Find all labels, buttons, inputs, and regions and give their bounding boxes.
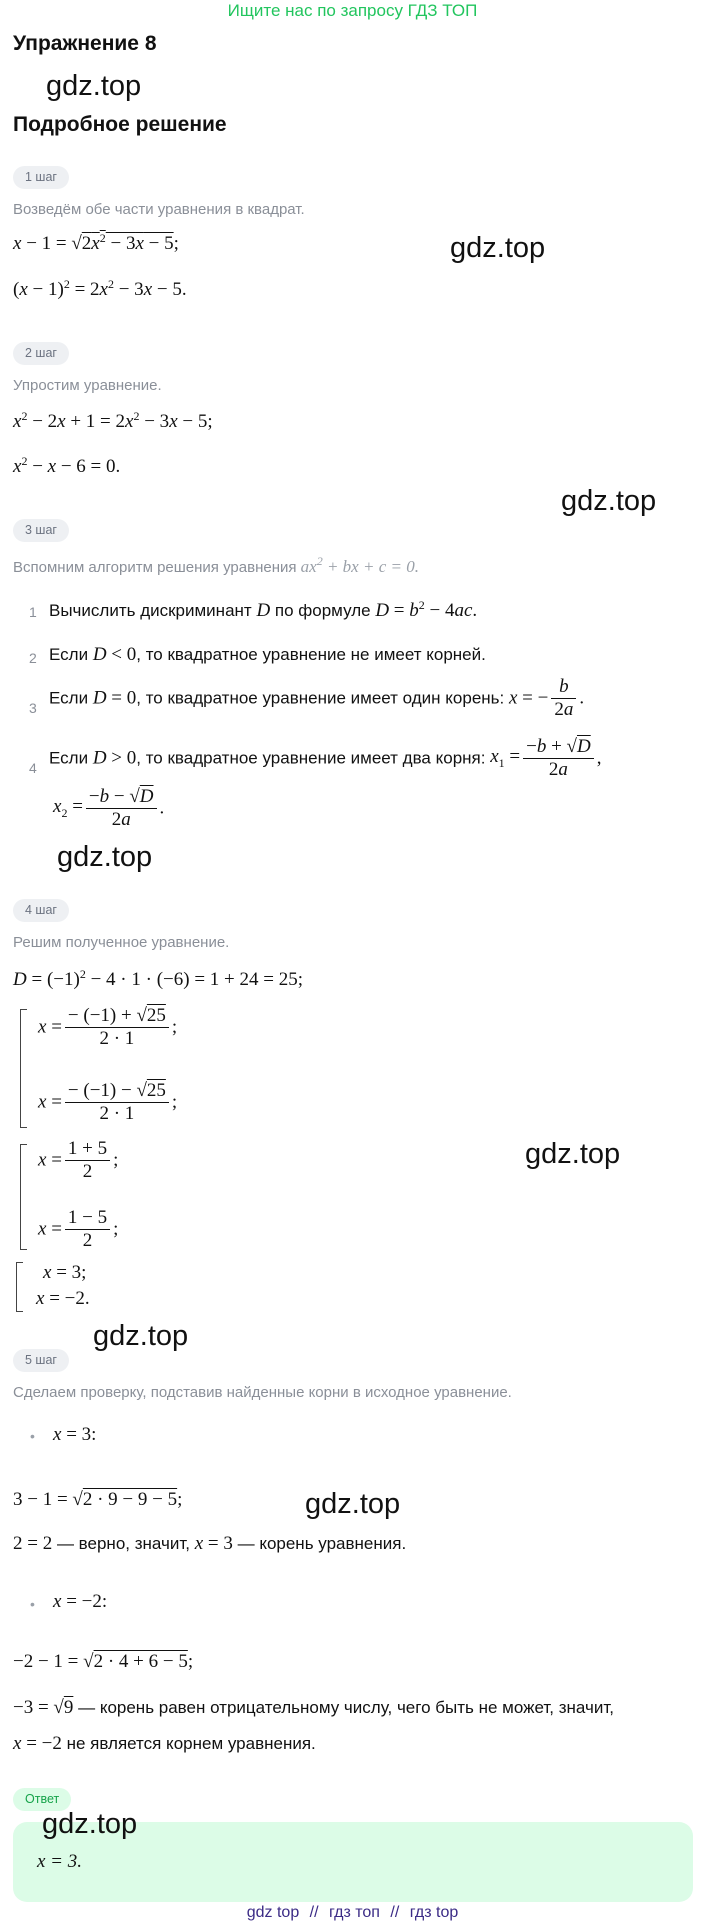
watermark: gdz.top [450,232,546,264]
text-line: x = −2 не является корнем уравнения. [13,1733,316,1754]
list-item: Если D = 0, то квадратное уравнение имеет один корень: x = − $\frac{b}{2a}$ . [49,676,585,720]
system-bracket [16,1262,23,1312]
text-line: −3 = √9 — корень равен отрицательному числу, чего быть не может, значит, [13,1697,614,1718]
list-text: Если [49,688,89,708]
check-text: — корень уравнения. [237,1534,407,1553]
step-description: Сделаем проверку, подставив найденные корни в исходное уравнение. [13,1384,512,1401]
math-line: $x_2$ = $\frac{-b - √D}{2a}$ . [53,786,165,830]
math-line: x = 3: [53,1424,97,1445]
footer-link[interactable]: гдз топ [329,1904,380,1921]
math-line: $x^2 - 2x + 1 = 2x^2 - 3x - 5$; [13,409,213,432]
footer-link[interactable]: gdz top [246,1904,300,1921]
list-number: 3 [29,700,37,716]
math-line: x = $\frac{1 + 5}{2}$ ; [38,1138,119,1182]
answer-value: x = 3. [37,1851,83,1872]
step-badge: 2 шаг [13,342,69,365]
math-line: x = $\frac{- (-1) + √25}{2 \cdot 1}$ ; [38,1005,178,1049]
footer-links [0,1904,705,1922]
step-badge: 3 шаг [13,519,69,542]
list-item: Если D < 0, то квадратное уравнение не имеет корней. [49,644,486,665]
math-line: x = 3; [43,1262,87,1283]
watermark: gdz.top [561,485,657,517]
footer-separator: // [390,1904,400,1921]
system-bracket [20,1009,27,1128]
watermark: gdz.top [305,1488,401,1520]
list-number: 4 [29,760,37,776]
bullet: • [30,1596,35,1612]
list-text: , то квадратное уравнение имеет два корня: [136,748,486,768]
list-text: Если [49,748,89,768]
watermark: gdz.top [525,1138,621,1170]
list-number: 1 [29,604,37,620]
list-item: Вычислить дискриминант D по формуле $D = b^2 - 4ac$. [49,598,478,621]
step-description: Вспомним алгоритм решения уравнения $ax^2$ + bx + c = 0. [13,554,419,576]
math-line: x = −2: [53,1591,108,1612]
step-badge: 1 шаг [13,166,69,189]
step-description-text: Вспомним алгоритм решения уравнения [13,559,297,576]
watermark: gdz.top [93,1320,189,1352]
step-description: Возведём обе части уравнения в квадрат. [13,201,305,218]
check-text: не является корнем уравнения. [66,1734,316,1753]
system-bracket [20,1144,27,1250]
list-text: по формуле [274,601,371,620]
list-item: Если D > 0, то квадратное уравнение имеет два корня: $x_1$ = $\frac{-b + √D}{2a}$ , [49,736,602,780]
math-line: $D = (-1)^2 - 4 \cdot 1 \cdot (-6) = 1 + 24 = 25$; [13,967,303,990]
math-line: $(x - 1)^2 = 2x^2 - 3x - 5$. [13,277,187,300]
math-line: $x^2 - x - 6 = 0$. [13,454,121,477]
math-line: x = −2. [36,1288,90,1309]
check-text: — корень равен отрицательному числу, чего быть не может, значит, [78,1698,614,1717]
math-line: x = $\frac{- (-1) - √25}{2 \cdot 1}$ ; [38,1080,178,1124]
watermark: gdz.top [46,70,142,102]
step-badge: 4 шаг [13,899,69,922]
step-description: Решим полученное уравнение. [13,934,230,951]
step-description: Упростим уравнение. [13,377,162,394]
check-text: — верно, значит, [56,1534,190,1553]
text-line: 2 = 2 — верно, значит, x = 3 — корень уравнения. [13,1533,407,1554]
list-text: Вычислить дискриминант [49,601,252,620]
step-badge: 5 шаг [13,1349,69,1372]
math-line: $x - 1 = √2x^2 - 3x - 5$; [13,231,179,254]
page-title: Упражнение 8 [13,32,157,55]
bullet: • [30,1428,35,1444]
top-banner[interactable]: Ищите нас по запросу ГДЗ ТОП [227,1,478,20]
footer-link[interactable]: гдз top [409,1904,459,1921]
math-line: x = $\frac{1 - 5}{2}$ ; [38,1207,119,1251]
watermark: gdz.top [57,841,153,873]
list-text: , то квадратное уравнение имеет один корень: [136,688,505,708]
section-title: Подробное решение [13,113,227,136]
list-number: 2 [29,650,37,666]
answer-badge: Ответ [13,1788,71,1811]
watermark: gdz.top [42,1808,138,1840]
list-text: Если [49,645,89,664]
math-line: −2 − 1 = √2 · 4 + 6 − 5; [13,1651,194,1672]
footer-separator: // [309,1904,319,1921]
math-line: 3 − 1 = √2 · 9 − 9 − 5; [13,1489,183,1510]
list-text: , то квадратное уравнение не имеет корней. [136,645,486,664]
